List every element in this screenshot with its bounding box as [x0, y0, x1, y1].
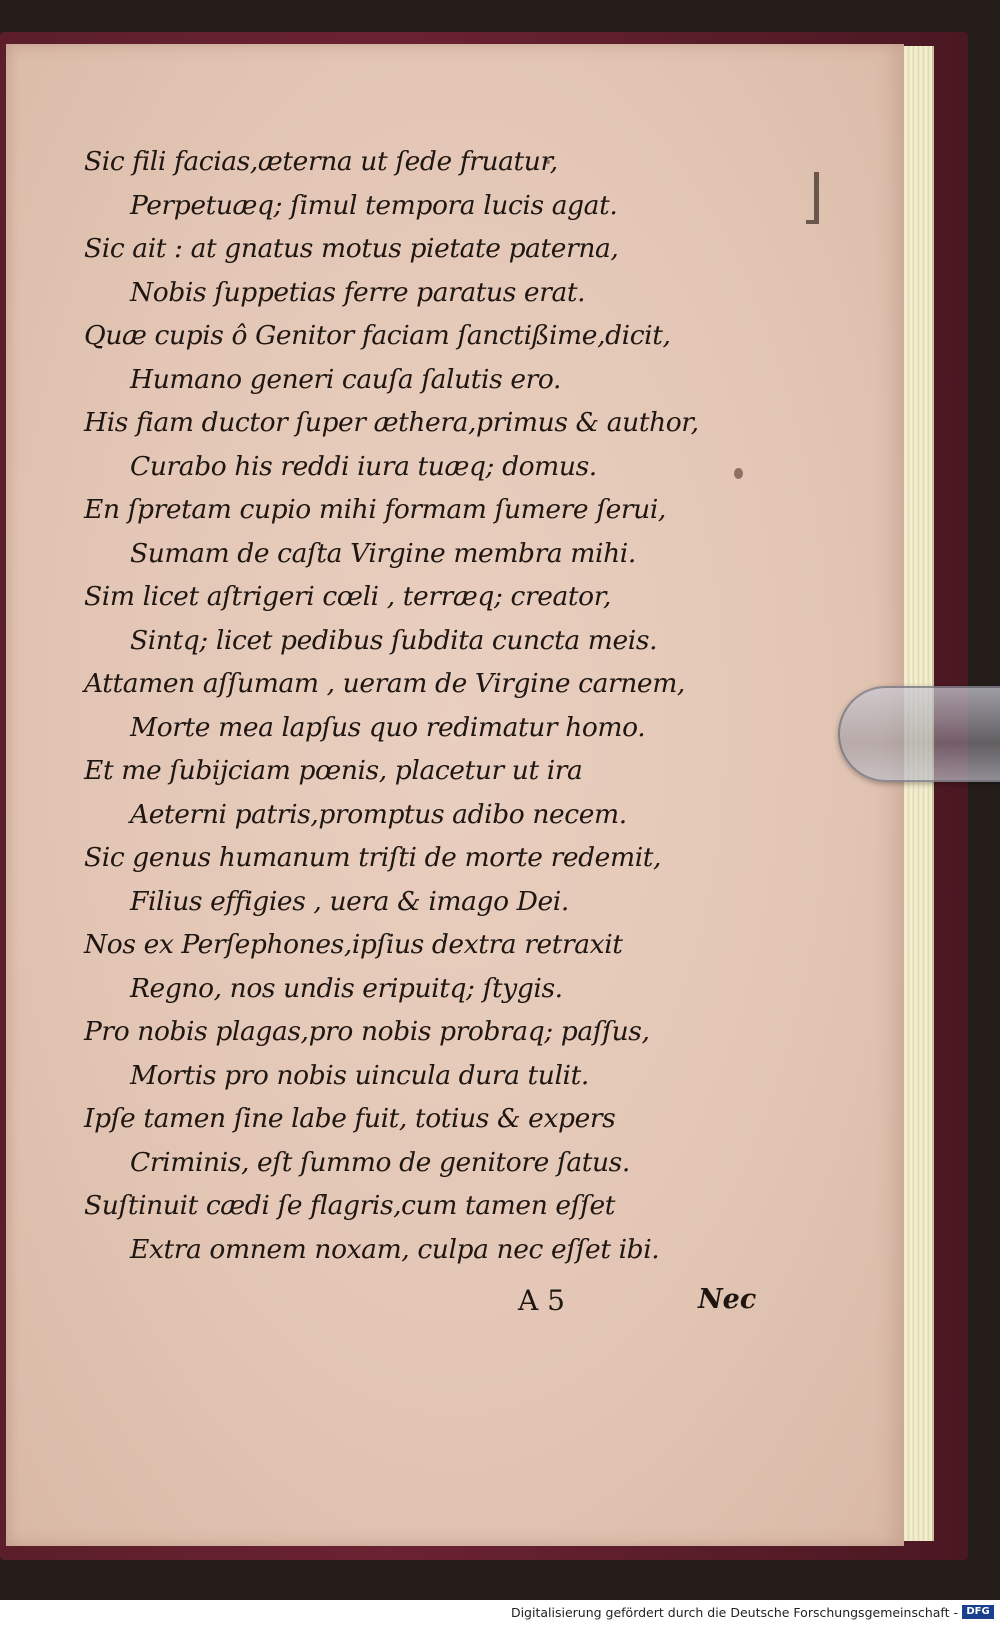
verse-line: Curabo his reddi iura tuæq; domus.	[130, 450, 597, 482]
verse-line: Pro nobis plagas,pro nobis probraq; paſſus,	[84, 1016, 650, 1047]
verse-line: Sic genus humanum triſti de morte redemit,	[84, 842, 662, 873]
verse-line: Regno, nos undis eripuitq; ſtygis.	[130, 972, 563, 1004]
page-fore-edge	[900, 46, 934, 1541]
verse-line: Quæ cupis ô Genitor faciam ſanctißime,dicit,	[84, 320, 671, 351]
verse-line: Aeterni patris,promptus adibo necem.	[130, 798, 627, 830]
verse-line: Sim licet aſtrigeri cœli , terræq; creator,	[84, 581, 612, 612]
verse-line: His fiam ductor ſuper æthera,primus & author,	[84, 407, 699, 438]
verse-line: Extra omnem noxam, culpa nec eſſet ibi.	[130, 1233, 660, 1265]
verse-line: Nobis ſuppetias ferre paratus erat.	[130, 276, 586, 308]
verse-line: Sic ait : at gnatus motus pietate paterna,	[84, 233, 619, 264]
verse-line: Sumam de caſta Virgine membra mihi.	[130, 537, 636, 569]
verse-line: Sintq; licet pedibus ſubdita cuncta meis.	[130, 624, 658, 656]
verse-line: Nos ex Perſephones,ipſius dextra retraxit	[84, 929, 623, 960]
show-through-mark	[814, 172, 819, 224]
verse-line: Mortis pro nobis uincula dura tulit.	[130, 1059, 589, 1091]
digitization-credit-bar	[0, 1600, 1000, 1625]
verse-line: Sic fili facias,æterna ut ſede fruatur,	[84, 146, 558, 177]
verse-line: En ſpretam cupio mihi formam ſumere ſerui,	[84, 494, 666, 525]
verse-line: Ipſe tamen ſine labe fuit, totius & expers	[84, 1103, 616, 1134]
catchword: Nec	[698, 1284, 757, 1315]
verse-line: Humano generi cauſa ſalutis ero.	[130, 363, 562, 395]
signature-mark: A 5	[518, 1284, 565, 1317]
credit-text: Digitalisierung gefördert durch die Deutsche Forschungsgemeinschaft -	[510, 1605, 958, 1620]
verse-block	[84, 140, 724, 1271]
verse-line: Et me ſubijciam pœnis, placetur ut ira	[84, 755, 583, 786]
verse-line: Perpetuæq; ſimul tempora lucis agat.	[130, 189, 618, 221]
page-clip	[838, 686, 1000, 782]
verse-line: Suſtinuit cædi ſe flagris,cum tamen eſſet	[84, 1190, 616, 1221]
verse-line: Criminis, eſt ſummo de genitore ſatus.	[130, 1146, 630, 1178]
ink-spot	[734, 468, 743, 479]
dfg-logo: DFG	[962, 1605, 994, 1619]
verse-line: Attamen aſſumam , ueram de Virgine carnem,	[84, 668, 685, 699]
verse-line: Filius effigies , uera & imago Dei.	[130, 885, 569, 917]
verse-line: Morte mea lapſus quo redimatur homo.	[130, 711, 646, 743]
book-page	[6, 44, 904, 1546]
